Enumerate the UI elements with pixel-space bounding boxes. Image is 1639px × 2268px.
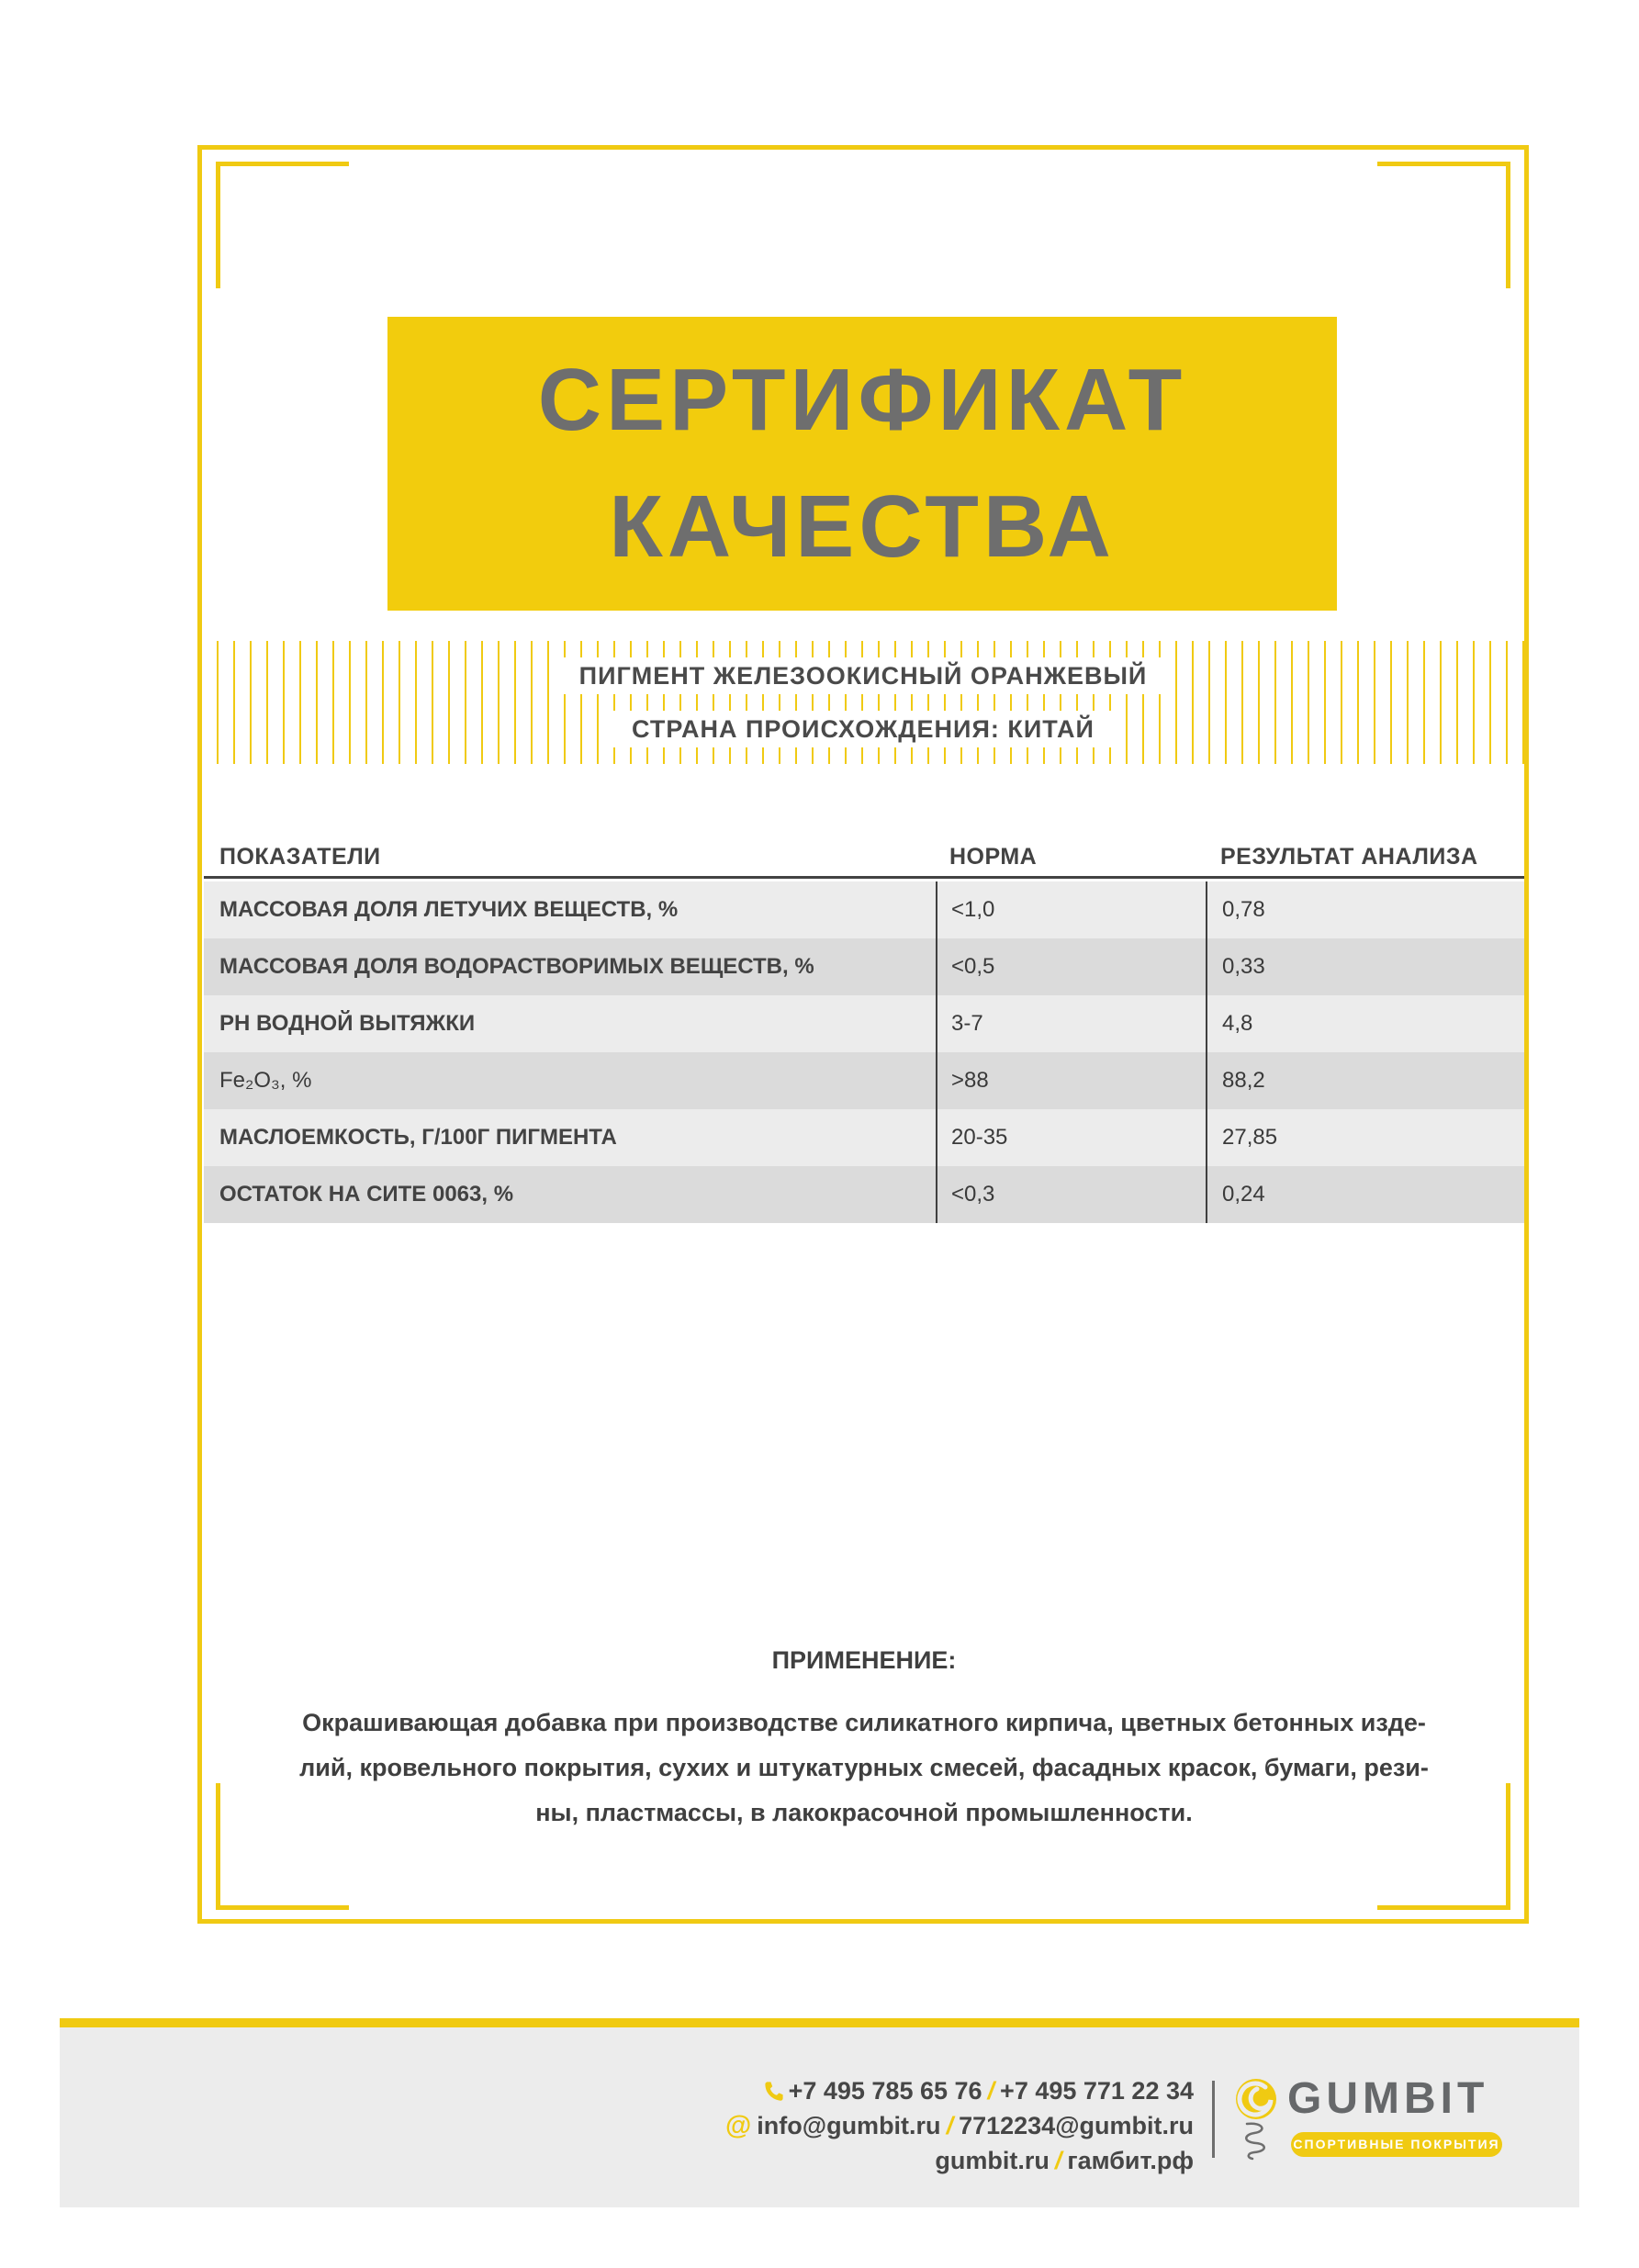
application-line: Окрашивающая добавка при производстве силикатного кирпича, цветных бетонных изде- — [302, 1709, 1426, 1736]
row-result: 0,33 — [1206, 938, 1524, 995]
row-norm: <1,0 — [936, 881, 1206, 938]
row-label: МАСЛОЕМКОСТЬ, Г/100Г ПИГМЕНТА — [219, 1125, 617, 1150]
row-result: 88,2 — [1206, 1052, 1524, 1109]
row-result: 0,78 — [1206, 881, 1524, 938]
row-norm: 3-7 — [936, 995, 1206, 1052]
slash-separator: / — [946, 2112, 954, 2139]
row-norm: >88 — [936, 1052, 1206, 1109]
corner-bracket-top-left — [216, 162, 349, 288]
product-name: ПИГМЕНТ ЖЕЛЕЗООКИСНЫЙ ОРАНЖЕВЫЙ — [556, 657, 1172, 694]
slash-separator: / — [987, 2077, 995, 2105]
page-title-line2: КАЧЕСТВА — [609, 477, 1116, 576]
row-label: РН ВОДНОЙ ВЫТЯЖКИ — [219, 1011, 476, 1036]
application-line: ны, пластмассы, в лакокрасочной промышленности. — [535, 1799, 1193, 1826]
page-title-line1: СЕРТИФИКАТ — [537, 351, 1187, 449]
row-result: 27,85 — [1206, 1109, 1524, 1166]
row-label: Fe₂O₃, % — [219, 1068, 312, 1093]
footer-divider — [1212, 2081, 1215, 2158]
row-result: 0,24 — [1206, 1166, 1524, 1223]
phone-number-2: +7 495 771 22 34 — [1000, 2077, 1194, 2105]
table-row — [204, 1052, 1524, 1109]
table-row — [204, 881, 1524, 938]
gumbit-tagline-badge: СПОРТИВНЫЕ ПОКРЫТИЯ — [1291, 2132, 1502, 2157]
phone-icon — [763, 2080, 785, 2102]
application-line: лий, кровельного покрытия, сухих и штукатурных смесей, фасадных красок, бумаги, рези- — [299, 1754, 1429, 1781]
table-body — [204, 881, 1524, 1223]
spring-icon — [1240, 2121, 1271, 2161]
row-label: ОСТАТОК НА СИТЕ 0063, % — [219, 1182, 514, 1207]
application-text — [204, 1701, 1524, 1836]
website-1: gumbit.ru — [935, 2147, 1050, 2174]
row-norm: 20-35 — [936, 1109, 1206, 1166]
product-band — [202, 641, 1524, 764]
row-result: 4,8 — [1206, 995, 1524, 1052]
email-2: 7712234@gumbit.ru — [959, 2112, 1194, 2139]
table-header — [204, 829, 1524, 879]
gumbit-swirl-icon — [1234, 2077, 1278, 2121]
table-row — [204, 995, 1524, 1052]
title-banner — [387, 317, 1337, 611]
application-heading: ПРИМЕНЕНИЕ: — [771, 1646, 957, 1674]
table-row — [204, 1109, 1524, 1166]
phone-line — [606, 2073, 1194, 2108]
gumbit-logo-text: GUMBIT — [1287, 2074, 1489, 2123]
email-line — [606, 2108, 1194, 2143]
product-origin: СТРАНА ПРОИСХОЖДЕНИЯ: КИТАЙ — [608, 711, 1118, 747]
row-label: МАССОВАЯ ДОЛЯ ВОДОРАСТВОРИМЫХ ВЕЩЕСТВ, % — [219, 954, 814, 979]
column-header-result: РЕЗУЛЬТАТ АНАЛИЗА — [1220, 844, 1478, 870]
website-2: гамбит.рф — [1067, 2147, 1194, 2174]
slash-separator: / — [1054, 2147, 1062, 2174]
row-norm: <0,5 — [936, 938, 1206, 995]
footer-accent-strip — [60, 2018, 1579, 2027]
row-norm: <0,3 — [936, 1166, 1206, 1223]
at-icon: @ — [724, 2111, 752, 2140]
row-label: МАССОВАЯ ДОЛЯ ЛЕТУЧИХ ВЕЩЕСТВ, % — [219, 897, 679, 922]
table-row — [204, 938, 1524, 995]
table-row — [204, 1166, 1524, 1223]
phone-number-1: +7 495 785 65 76 — [788, 2077, 982, 2105]
column-header-indicators: ПОКАЗАТЕЛИ — [219, 844, 381, 870]
corner-bracket-top-right — [1377, 162, 1510, 288]
footer-contacts — [606, 2073, 1194, 2178]
column-header-norm: НОРМА — [949, 844, 1038, 870]
email-1: info@gumbit.ru — [757, 2112, 941, 2139]
website-line — [606, 2143, 1194, 2178]
